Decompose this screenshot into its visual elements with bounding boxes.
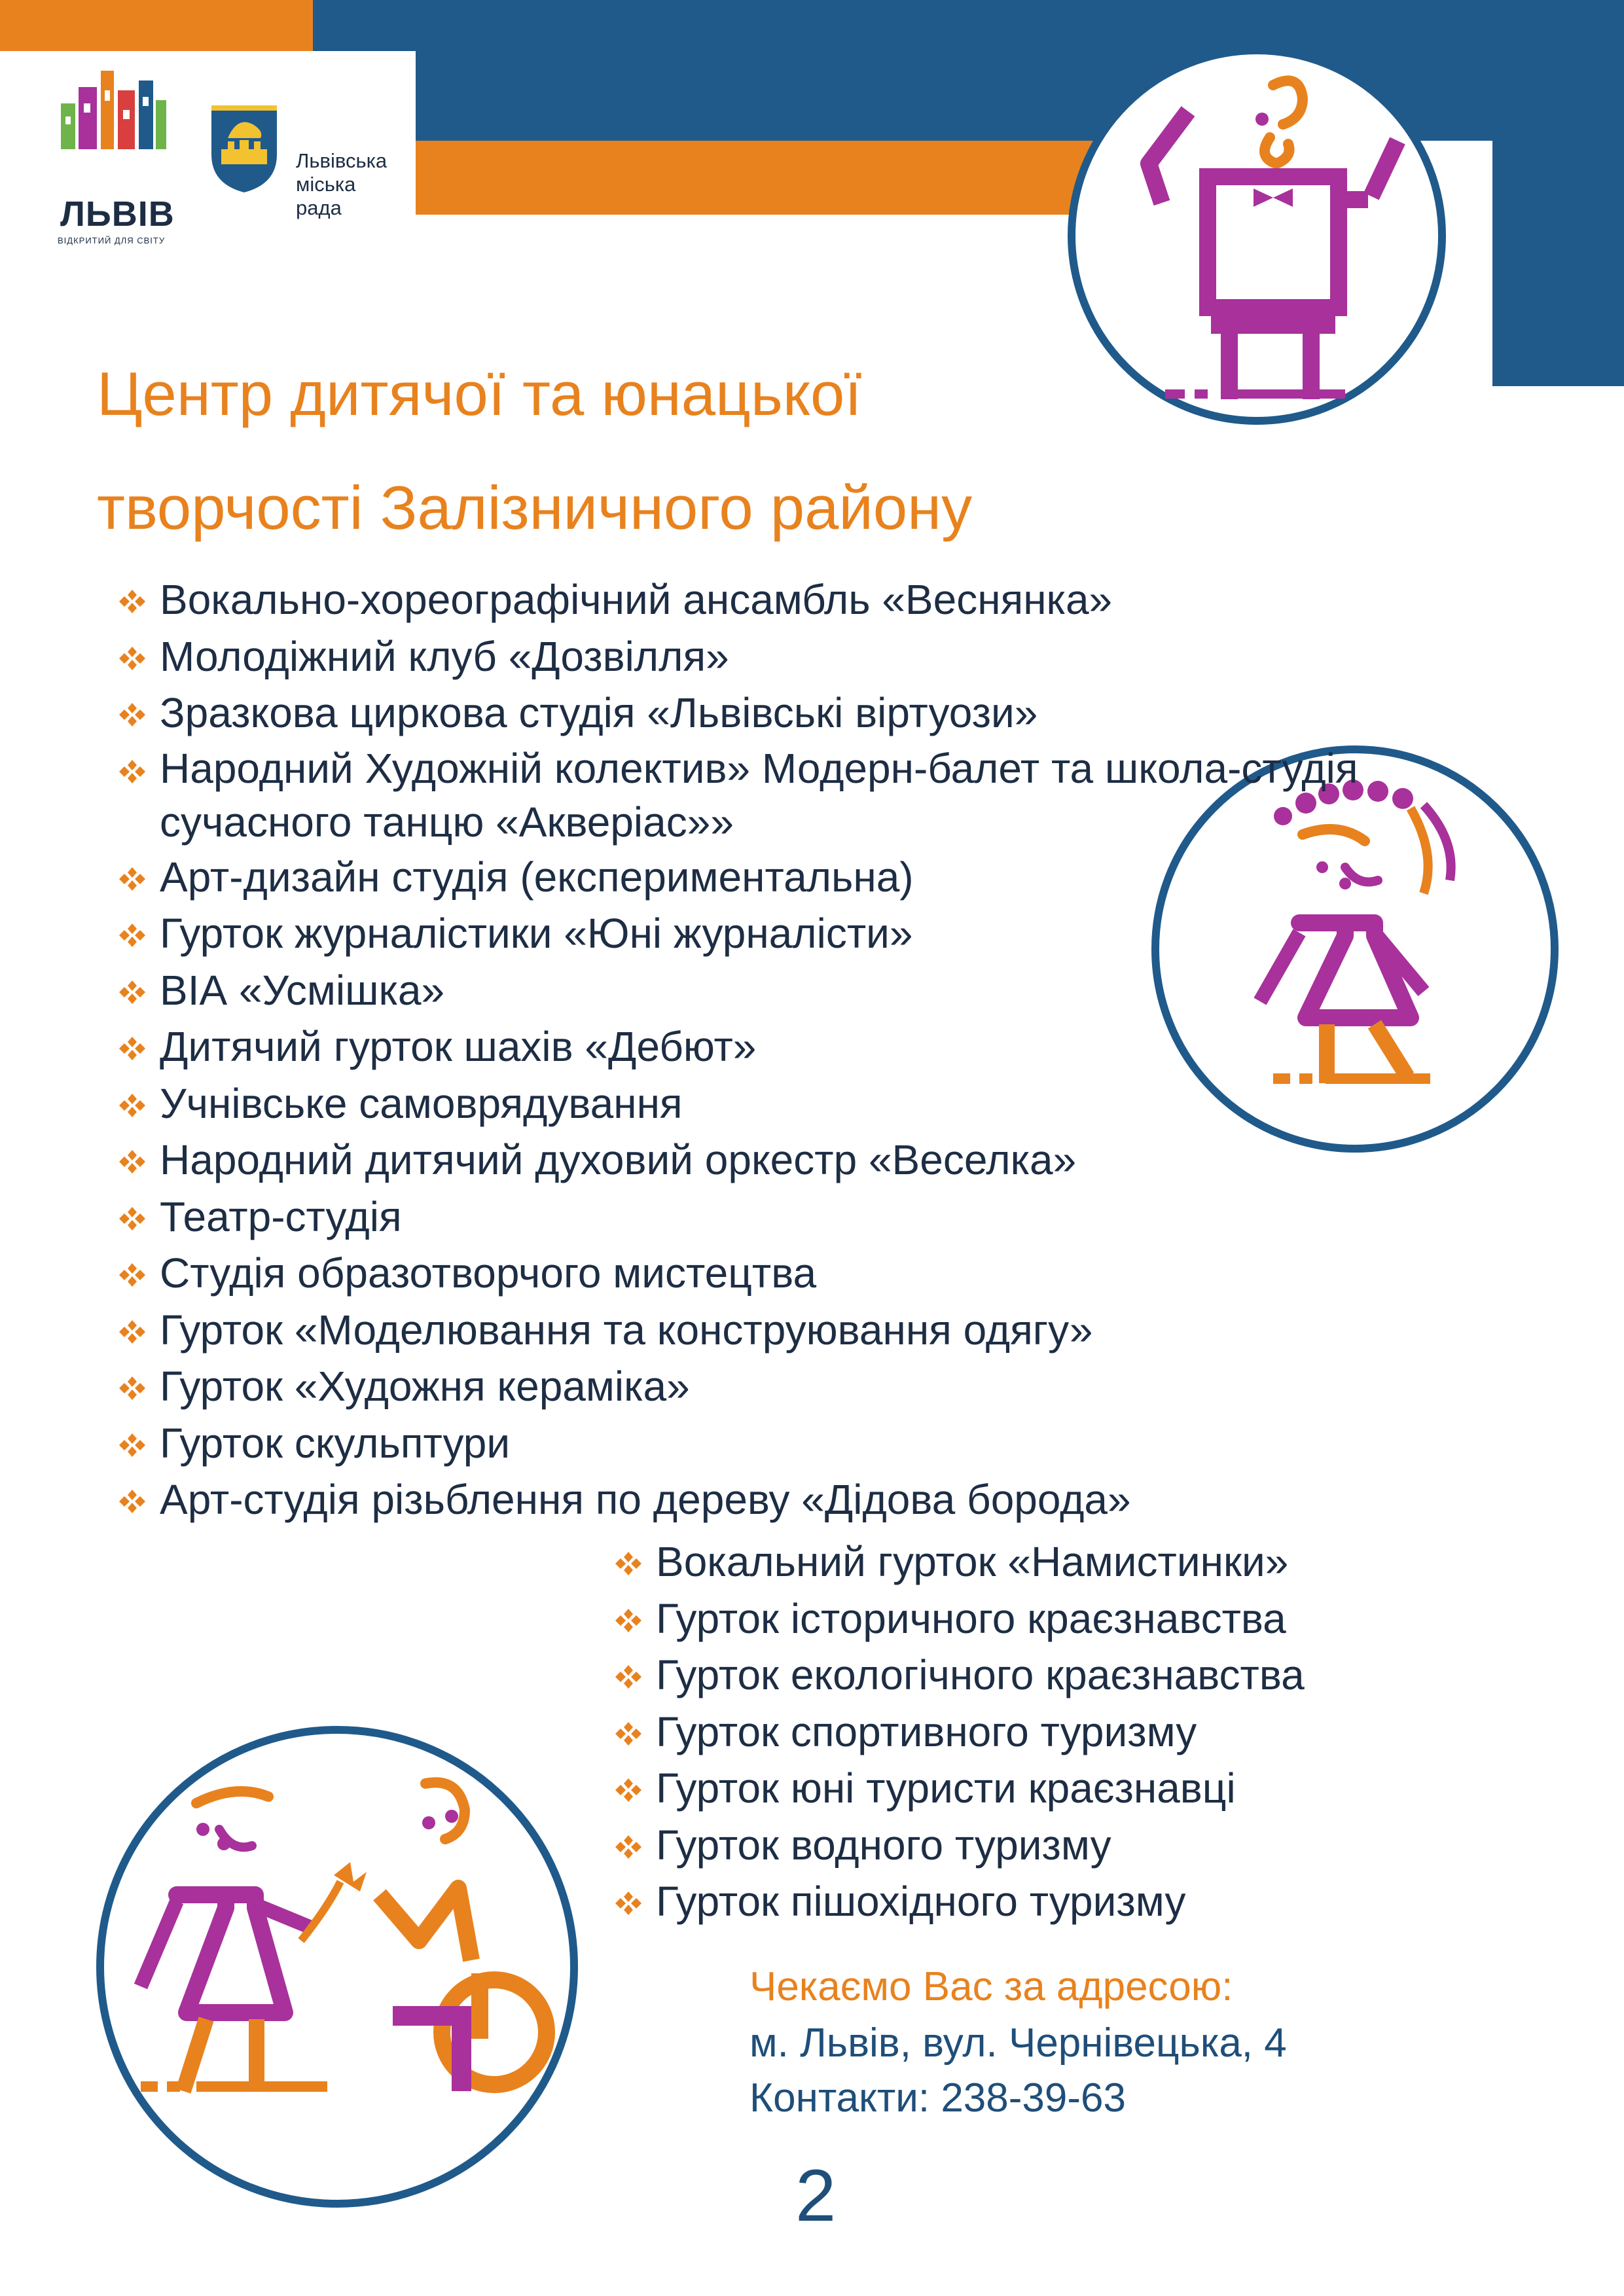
diamond-bullet-icon [117, 1319, 148, 1345]
activities-list-right [606, 1534, 1523, 1930]
diamond-bullet-icon [117, 1262, 148, 1288]
list-item [110, 1189, 1288, 1246]
diamond-bullet-icon [117, 1149, 148, 1175]
list-item [110, 1302, 1288, 1359]
diamond-bullet-icon [613, 1607, 644, 1634]
diamond-bullet-icon [117, 702, 148, 728]
diamond-bullet-icon [117, 1488, 148, 1515]
diamond-bullet-icon [117, 645, 148, 672]
diamond-bullet-icon [117, 1092, 148, 1119]
list-item [110, 571, 1288, 628]
diamond-bullet-icon [117, 1375, 148, 1401]
lviv-logo-tagline: ВІДКРИТИЙ ДЛЯ СВІТУ [58, 236, 166, 245]
list-item [606, 1647, 1523, 1704]
council-line-3: рада [296, 196, 342, 219]
logo-panel [0, 51, 416, 245]
diamond-bullet-icon [117, 922, 148, 948]
council-line-2: міська [296, 173, 356, 196]
list-item-label: Народний дитячий духовий оркестр «Веселка» [160, 1136, 1077, 1183]
list-item [110, 1075, 1288, 1132]
lviv-city-logo-icon [58, 64, 169, 149]
list-item-label: Арт-студія різьблення по дереву «Дідова борода» [160, 1476, 1131, 1523]
list-item-label: Гурток «Моделювання та конструювання одягу» [160, 1306, 1093, 1354]
list-item [110, 1132, 1288, 1189]
city-council-name [296, 149, 387, 220]
list-item [110, 685, 1288, 742]
list-item-label: Гурток юні туристи краєзнавці [656, 1765, 1236, 1812]
lviv-logo-text: ЛЬВІВ [60, 194, 175, 234]
two-figures-illustration-icon [52, 1725, 622, 2209]
list-item [110, 1358, 1288, 1415]
header-navy-right [1492, 0, 1624, 386]
list-item [110, 1415, 1288, 1472]
contact-heading: Чекаємо Вас за адресою: [749, 1964, 1233, 2009]
list-item-label: Дитячий гурток шахів «Дебют» [160, 1023, 757, 1070]
diamond-bullet-icon [117, 1206, 148, 1232]
list-item-label: Вокальний гурток «Намистинки» [656, 1538, 1289, 1585]
coat-of-arms-icon [208, 102, 280, 194]
list-item-label: Гурток історичного краєзнавства [656, 1594, 1286, 1642]
list-item-label: ВІА «Усмішка» [160, 966, 445, 1014]
header-orange-band [313, 141, 1098, 215]
list-item [110, 849, 1288, 906]
list-item-label: Народний Художній колектив» Модерн-балет та школа-студія сучасного танцю «Акверіас»» [160, 744, 1358, 846]
diamond-bullet-icon [117, 588, 148, 615]
diamond-bullet-icon [117, 759, 148, 785]
list-item [110, 628, 1288, 685]
list-item-label: Гурток «Художня кераміка» [160, 1363, 690, 1410]
list-item [606, 1590, 1523, 1647]
header-orange-band-top [0, 0, 313, 51]
diamond-bullet-icon [117, 1432, 148, 1458]
list-item-label: Гурток журналістики «Юні журналісти» [160, 910, 913, 957]
activities-list [110, 571, 1358, 1528]
diamond-bullet-icon [117, 979, 148, 1005]
list-item-label: Гурток екологічного краєзнавства [656, 1651, 1305, 1698]
conductor-illustration-icon [1041, 46, 1473, 425]
diamond-bullet-icon [613, 1664, 644, 1690]
list-item [606, 1534, 1523, 1590]
list-item-label: Гурток пішохідного туризму [656, 1878, 1186, 1925]
list-item [110, 905, 1288, 962]
list-item [606, 1817, 1523, 1874]
contact-address: м. Львів, вул. Чернівецька, 4 [749, 2020, 1287, 2066]
list-item-label: Вокально-хореографічний ансамбль «Веснянка» [160, 576, 1113, 623]
diamond-bullet-icon [117, 1035, 148, 1062]
list-item-label: Гурток спортивного туризму [656, 1708, 1197, 1755]
list-item-label: Зразкова циркова студія «Львівські віртуози» [160, 689, 1038, 736]
page-title-line-1: Центр дитячої та юнацької [97, 359, 862, 428]
list-item-label: Учнівське самоврядування [160, 1079, 683, 1127]
page-number: 2 [795, 2155, 837, 2236]
diamond-bullet-icon [613, 1551, 644, 1577]
list-item [110, 1245, 1288, 1302]
list-item-label: Театр-студія [160, 1193, 402, 1240]
list-item-label: Молодіжний клуб «Дозвілля» [160, 632, 729, 680]
list-item [606, 1873, 1523, 1930]
council-line-1: Львівська [296, 149, 388, 172]
list-item-label: Студія образотворчого мистецтва [160, 1249, 817, 1297]
list-item [110, 742, 1390, 849]
list-item [606, 1704, 1523, 1761]
list-item-label: Гурток скульптури [160, 1419, 511, 1467]
list-item [110, 962, 1288, 1019]
page-title-line-2: творчості Залізничного району [97, 473, 973, 542]
list-item [606, 1760, 1523, 1817]
list-item-label: Арт-дизайн студія (експериментальна) [160, 853, 914, 901]
diamond-bullet-icon [117, 866, 148, 892]
list-item [110, 1018, 1288, 1075]
contact-phone: Контакти: 238-39-63 [749, 2075, 1126, 2121]
list-item-label: Гурток водного туризму [656, 1821, 1111, 1869]
list-item [110, 1471, 1288, 1528]
